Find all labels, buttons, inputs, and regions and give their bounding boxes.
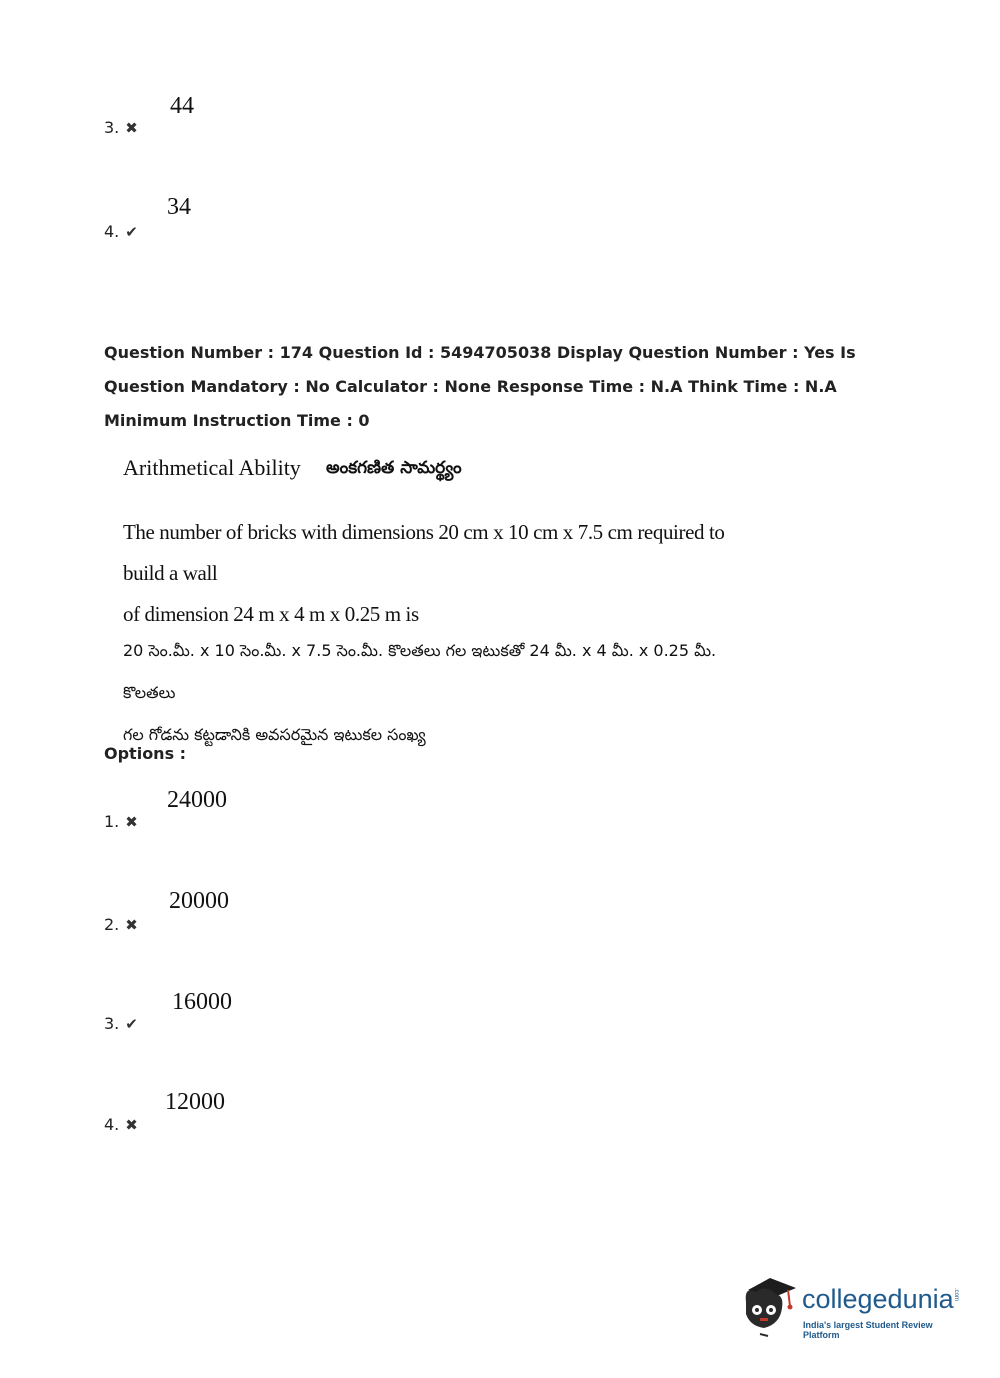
option-1 — [104, 812, 138, 831]
question-metadata: Question Number : 174 Question Id : 5494705038 Display Question Number : Yes Is Question Mandatory : No Calculator : None Response Time : N.A Think Time : N.A Minimum Instruction Time : 0 — [104, 343, 856, 430]
option-4 — [104, 1115, 138, 1134]
option-1-value: 24000 — [167, 787, 227, 813]
prev-option-4 — [104, 222, 138, 241]
cross-icon: ✖ — [125, 916, 138, 934]
check-icon: ✔ — [125, 223, 138, 241]
brand-name: collegedunia — [802, 1284, 954, 1314]
brand-tagline: India's largest Student Review Platform — [803, 1320, 933, 1340]
prev-option-4-value: 34 — [167, 194, 191, 220]
check-icon: ✔ — [125, 1015, 138, 1033]
option-number: 1. — [104, 812, 120, 831]
option-number: 2. — [104, 915, 120, 934]
question-text-telugu — [123, 630, 743, 756]
prev-option-3 — [104, 118, 138, 137]
option-number: 3. — [104, 1014, 120, 1033]
subject-english: Arithmetical Ability — [123, 455, 301, 480]
cross-icon: ✖ — [125, 813, 138, 831]
option-number: 3. — [104, 118, 120, 137]
prev-option-3-value: 44 — [170, 93, 194, 119]
option-2-value: 20000 — [169, 888, 229, 914]
question-text-line: of dimension 24 m x 4 m x 0.25 m is — [123, 602, 419, 626]
collegedunia-logo — [740, 1272, 970, 1342]
mascot-icon — [740, 1272, 800, 1338]
question-text-line: గల గోడను కట్టడానికి అవసరమైన ఇటుకల సంఖ్య — [123, 725, 426, 744]
brand-suffix: .com — [953, 1288, 959, 1302]
option-3 — [104, 1014, 138, 1033]
option-3-value: 16000 — [172, 989, 232, 1015]
cross-icon: ✖ — [125, 119, 138, 137]
subject-telugu: అంకగణిత సామర్థ్యం — [326, 458, 462, 478]
option-number: 4. — [104, 1115, 120, 1134]
question-text-line: 20 సెం.మీ. x 10 సెం.మీ. x 7.5 సెం.మీ. కొలతలు గల ఇటుకతో 24 మీ. x 4 మీ. x 0.25 మీ. కొలతలు — [123, 641, 717, 702]
option-number: 4. — [104, 222, 120, 241]
question-text-english — [123, 512, 743, 635]
option-2 — [104, 915, 138, 934]
options-label: Options : — [104, 744, 187, 763]
cross-icon: ✖ — [125, 1116, 138, 1134]
option-4-value: 12000 — [165, 1089, 225, 1115]
question-text-line: The number of bricks with dimensions 20 cm x 10 cm x 7.5 cm required to build a wall — [123, 520, 725, 585]
